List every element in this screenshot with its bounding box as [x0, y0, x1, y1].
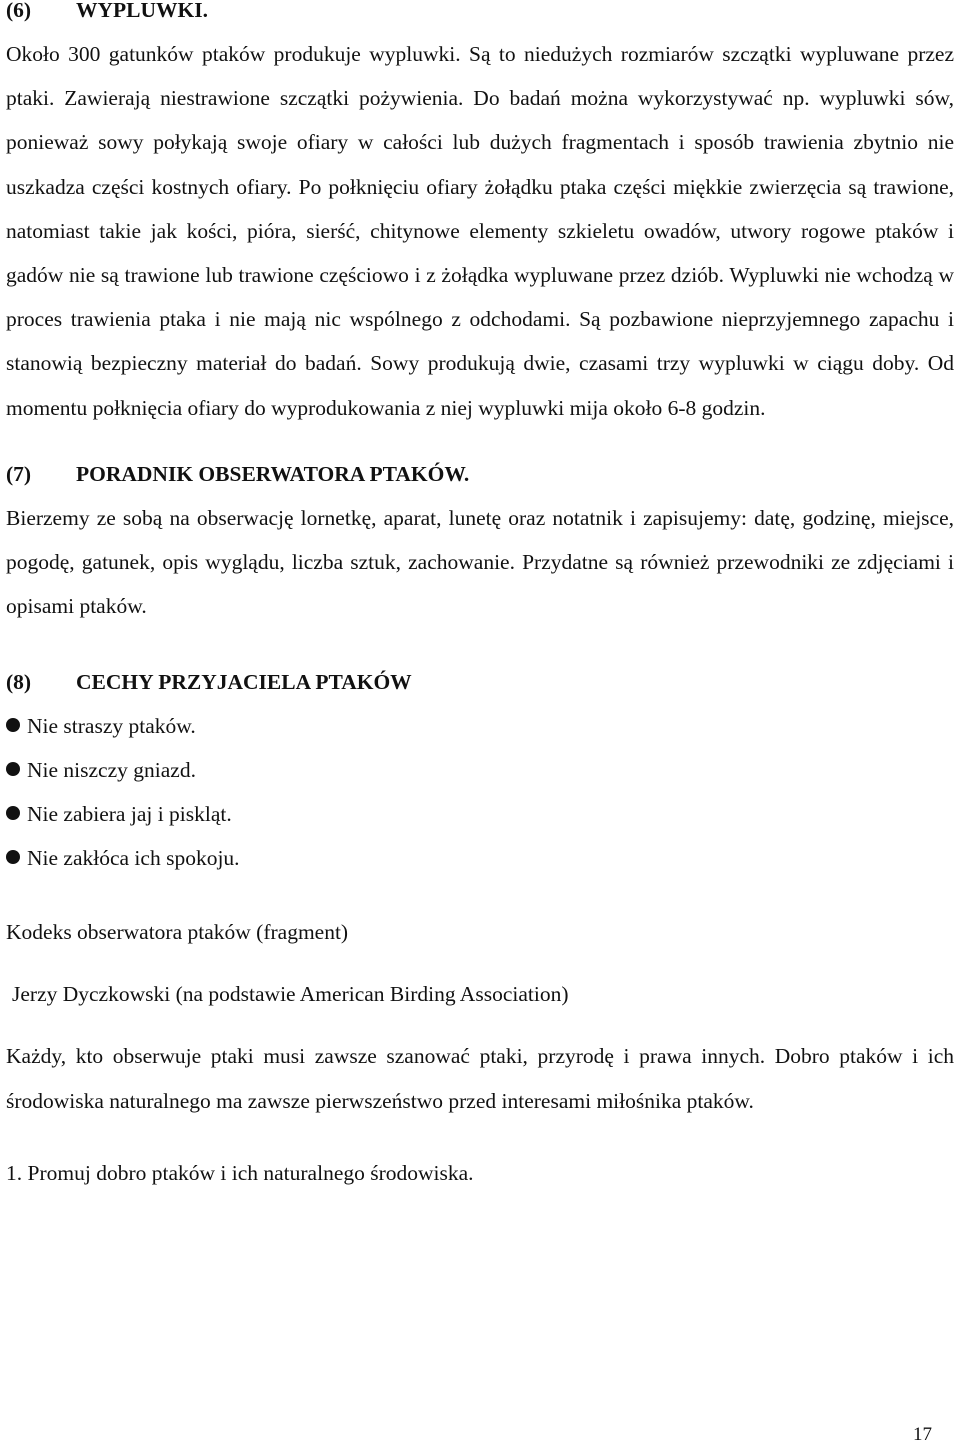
friend-traits-list	[6, 704, 954, 880]
section-6-title: WYPLUWKI.	[76, 0, 208, 22]
section-8-heading	[6, 660, 954, 704]
section-6-text: Około 300 gatunków ptaków produkuje wypluwki. Są to niedużych rozmiarów szczątki wypluwane przez ptaki. Zawierają niestrawione szczątki pożywienia. Do badań można wykorzystywać np. wypluwki sów, ponieważ sowy połykają swoje ofiary w całości lub dużych fragmentach i sposób trawienia zbytnio nie uszkadza części kostnych ofiary. Po połknięciu ofiary żołądku ptaka części miękkie zwierzęcia są trawione, natomiast takie jak kości, pióra, sierść, chitynowe elementy szkieletu owadów, utwory rogowe ptaków i gadów nie są trawione lub trawione częściowo i z żołądka wypluwane przez dziób. Wypluwki nie wchodzą w proces trawienia ptaka i nie mają nic wspólnego z odchodami. Są pozbawione nieprzyjemnego zapachu i stanowią bezpieczny materiał do badań. Sowy produkują dwie, czasami trzy wypluwki w ciągu doby. Od momentu połknięcia ofiary do wyprodukowania z niej wypluwki mija około 6-8 godzin.	[6, 42, 954, 420]
list-item: Nie zabiera jaj i piskląt.	[6, 792, 954, 836]
section-8-number: (8)	[6, 670, 32, 695]
bullet-dot-icon	[6, 762, 20, 776]
list-item: Nie niszczy gniazd.	[6, 748, 954, 792]
list-item: Nie zakłóca ich spokoju.	[6, 836, 954, 880]
code-item-1: 1. Promuj dobro ptaków i ich naturalnego środowiska.	[6, 1160, 474, 1185]
section-7-title: PORADNIK OBSERWATORA PTAKÓW.	[76, 461, 470, 486]
section-7-text: Bierzemy ze sobą na obserwację lornetkę, aparat, lunetę oraz notatnik i zapisujemy: datę, godzinę, miejsce, pogodę, gatunek, opis wyglądu, liczba sztuk, zachowanie. Przydatne są również przewodniki ze zdjęciami i opisami ptaków.	[6, 505, 954, 619]
bullet-dot-icon	[6, 850, 20, 864]
section-7-heading	[6, 452, 954, 496]
section-8-title: CECHY PRZYJACIELA PTAKÓW	[76, 670, 412, 695]
page-number: 17	[913, 1424, 932, 1445]
code-title: Kodeks obserwatora ptaków (fragment)	[6, 920, 349, 945]
list-item: Nie straszy ptaków.	[6, 704, 954, 748]
section-6-heading	[6, 0, 954, 32]
code-text: Każdy, kto obserwuje ptaki musi zawsze szanować ptaki, przyrodę i prawa innych. Dobro ptaków i ich środowiska naturalnego ma zawsze pierwszeństwo przed interesami miłośnika ptaków.	[6, 1044, 954, 1113]
bullet-dot-icon	[6, 718, 20, 732]
bullet-dot-icon	[6, 806, 20, 820]
section-6-number: (6)	[6, 0, 32, 22]
document-page	[6, 0, 954, 1195]
code-author: Jerzy Dyczkowski (na podstawie American Birding Association)	[12, 982, 569, 1007]
section-7-number: (7)	[6, 461, 32, 486]
